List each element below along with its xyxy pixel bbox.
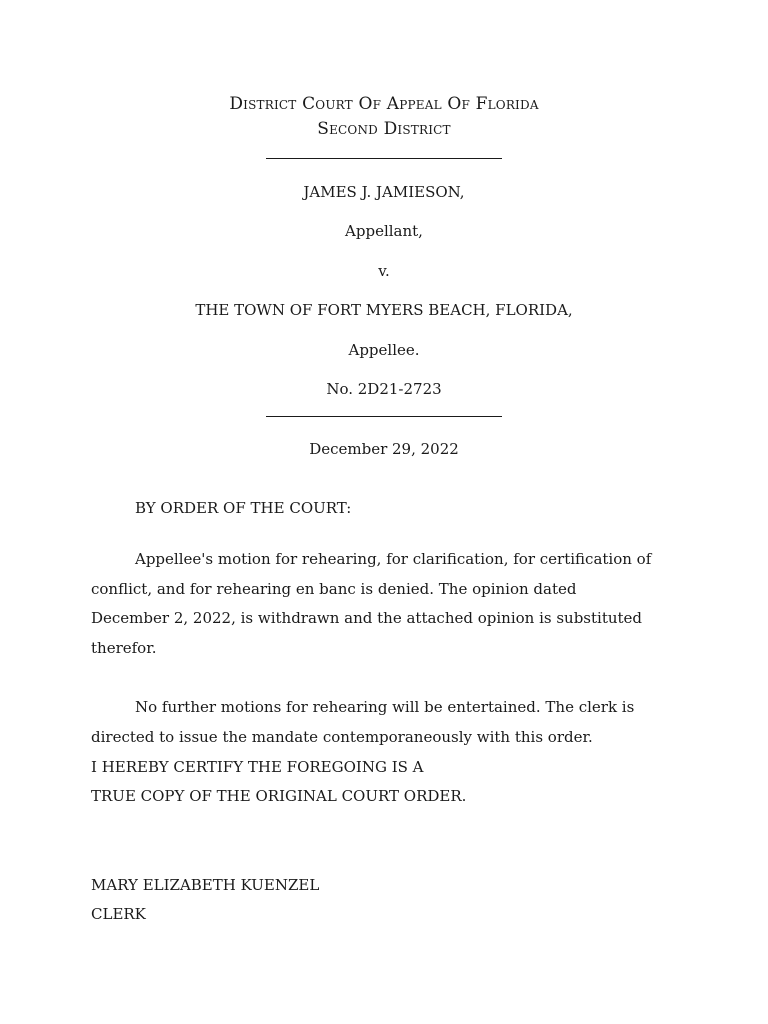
paragraph1-line2: conflict, and for rehearing en banc is denied. The opinion dated [91, 580, 577, 598]
caption-divider [266, 416, 502, 417]
versus: v. [378, 262, 390, 280]
clerk-name: MARY ELIZABETH KUENZEL [91, 876, 320, 894]
court-name: District Court Of Appeal Of Florida [229, 94, 539, 114]
appellant-role: Appellant, [345, 222, 423, 240]
case-number: No. 2D21-2723 [326, 380, 442, 398]
court-district: Second District [317, 119, 451, 139]
appellee-role: Appellee. [348, 341, 420, 359]
paragraph1-line1: Appellee's motion for rehearing, for clarification, for certification of [135, 550, 652, 568]
certification-line1: I HEREBY CERTIFY THE FOREGOING IS A [91, 758, 424, 776]
order-date: December 29, 2022 [309, 440, 459, 458]
certification-line2: TRUE COPY OF THE ORIGINAL COURT ORDER. [91, 787, 467, 805]
paragraph2-line1: No further motions for rehearing will be entertained. The clerk is [135, 698, 635, 716]
appellant-name: JAMES J. JAMIESON, [303, 183, 465, 201]
header-divider [266, 158, 502, 159]
paragraph1-line3: December 2, 2022, is withdrawn and the attached opinion is substituted [91, 609, 643, 627]
order-heading: BY ORDER OF THE COURT: [135, 499, 352, 517]
paragraph2-line2: directed to issue the mandate contemporaneously with this order. [91, 728, 593, 746]
clerk-title: CLERK [91, 905, 146, 923]
paragraph1-line4: therefor. [91, 639, 157, 657]
appellee-name: THE TOWN OF FORT MYERS BEACH, FLORIDA, [195, 301, 573, 319]
